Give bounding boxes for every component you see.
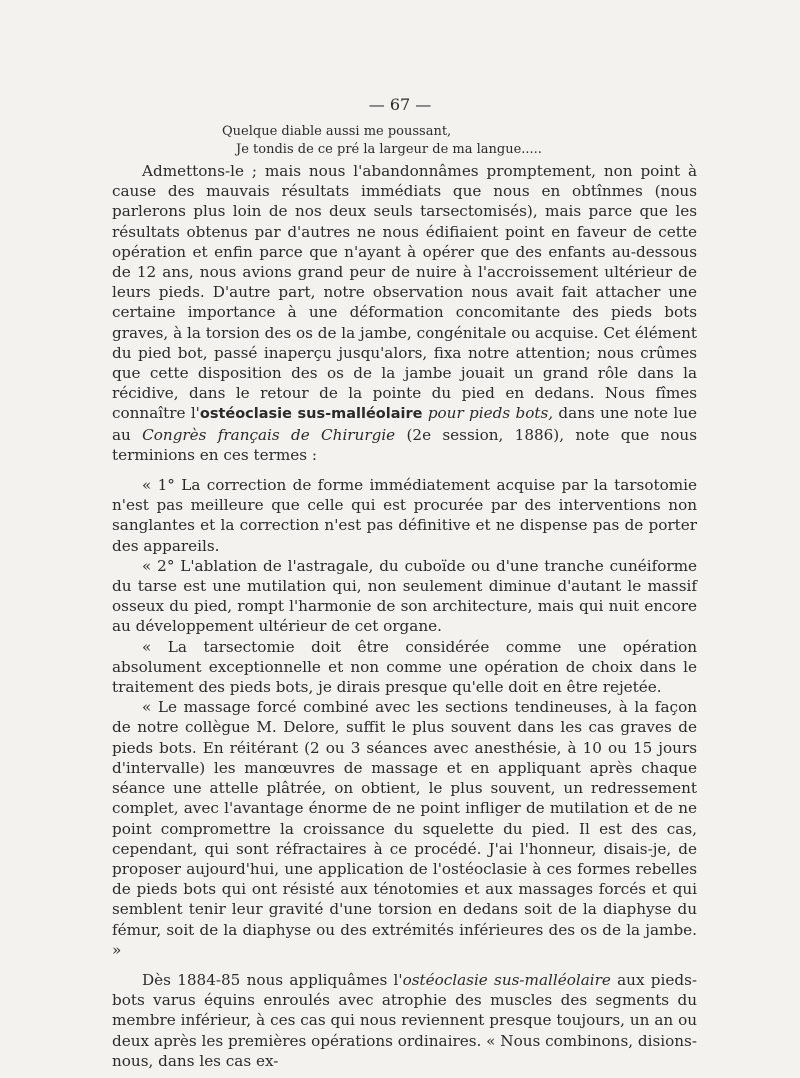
bold-term: ostéoclasie sus-malléolaire xyxy=(199,406,423,423)
paragraph-6-text-2: aux pieds-bots varus équins enroulés avec atrophie des muscles des segments du membre inférieur, à ces cas qui nous reviennent presque toujours, un an ou deux après les premières opérations ordinaires. « Nous combinons, disions-nous, dans les cas ex- xyxy=(112,970,697,1070)
epigraph xyxy=(222,123,542,159)
epigraph-line-1: Quelque diable aussi me poussant, xyxy=(222,124,452,139)
epigraph-line-2: Je tondis de ce pré la largeur de ma langue..... xyxy=(236,142,542,157)
paragraph-6-text: Dès 1884-85 nous appliquâmes l' xyxy=(142,970,403,989)
body-text xyxy=(112,161,697,1071)
paragraph-1 xyxy=(112,161,697,465)
page-number: — 67 — xyxy=(368,95,432,114)
paragraph-5: « Le massage forcé combiné avec les sections tendineuses, à la façon de notre collègue M. Delore, suffit le plus souvent dans les cas graves de pieds bots. En réitérant (2 ou 3 séances avec anesthésie, à 10 ou 15 jours d'intervalle) les manœuvres de massage et en appliquant après chaque séance une attelle plâtrée, on obtient, le plus souvent, un redressement complet, avec l'avantage énorme de ne point infliger de mutilation et de ne point compromettre la croissance du squelette du pied. Il est des cas, cependant, qui sont réfractaires à ce procédé. J'ai l'honneur, disais-je, de proposer aujourd'hui, une application de l'ostéoclasie à ces formes rebelles de pieds bots qui ont résisté aux ténotomies et aux massages forcés et qui semblent tenir leur gravité d'une torsion en dedans soit de la diaphyse du fémur, soit de la diaphyse ou des extrémités inférieures des os de la jambe. » xyxy=(112,698,697,959)
paragraph-1-text-3: (2e session, 1886), note que nous terminions en ces termes : xyxy=(112,425,698,464)
paragraph-1-text: Admettons-le ; mais nous l'abandonnâmes promptement, non point à cause des mauvais résultats immédiats que nous en obtînmes (nous parlerons plus loin de nos deux seuls tarsectomisés), mais parce que les résultats obtenus par d'autres ne nous édifiaient point en faveur de cette opération et enfin parce que n'ayant à opérer que des enfants au-dessous de 12 ans, nous avions grand peur de nuire à l'accroissement ultérieur de leurs pieds. D'autre part, notre observation nous avait fait attacher une certaine importance à une déformation concomitante des pieds bots graves, à la torsion des os de la jambe, congénitale ou acquise. Cet élément du pied bot, passé inaperçu jusqu'alors, fixa notre attention; nous crûmes que cette disposition des os de la jambe jouait un grand rôle dans la récidive, dans le retour de la pointe du pied en dedans. Nous fîmes connaître l' xyxy=(112,162,697,423)
italic-term-2: ostéoclasie sus-malléolaire xyxy=(402,970,611,989)
paragraph-1-text-2: dans une note lue au xyxy=(112,404,697,444)
paragraph-2: « 1° La correction de forme immédiatement acquise par la tarsotomie n'est pas meilleure que celle qui est procurée par des interventions non sanglantes et la correction n'est pas définitive et ne dispense pas de porter des appareils. xyxy=(112,476,697,555)
paragraph-6 xyxy=(112,970,697,1071)
italic-term: pour pieds bots, xyxy=(427,404,554,423)
paragraph-4: « La tarsectomie doit être considérée comme une opération absolument exceptionnelle et non comme une opération de choix dans le traitement des pieds bots, je dirais presque qu'elle doit en être rejetée. xyxy=(112,637,697,697)
congress-title: Congrès français de Chirurgie xyxy=(142,425,396,444)
paragraph-3: « 2° L'ablation de l'astragale, du cuboïde ou d'une tranche cunéiforme du tarse est une mutilation qui, non seulement diminue d'autant le massif osseux du pied, rompt l'harmonie de son architecture, mais qui nuit encore au développement ultérieur de cet organe. xyxy=(112,556,697,636)
